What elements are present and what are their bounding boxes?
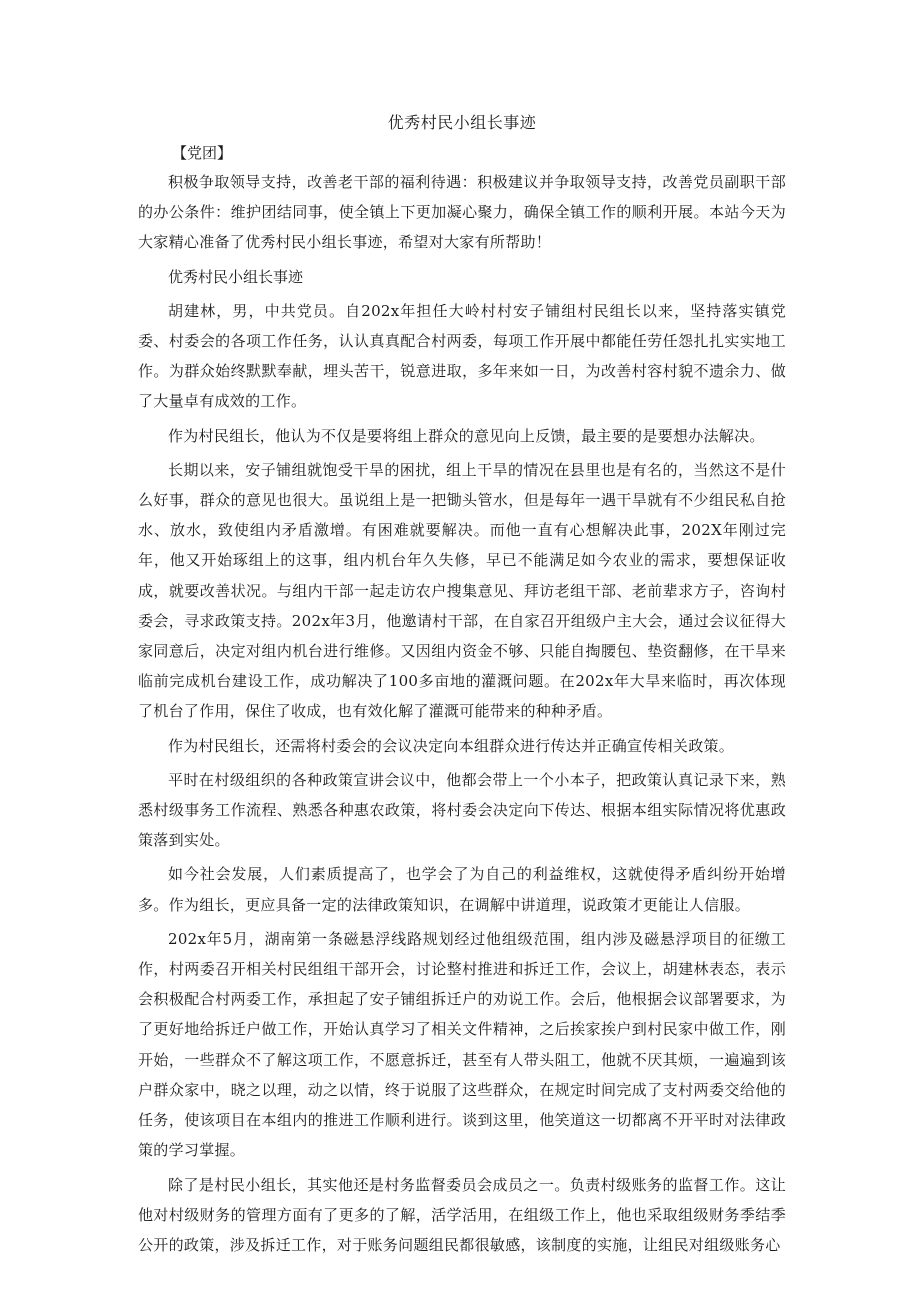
body-paragraph: 如今社会发展，人们素质提高了，也学会了为自己的利益维权，这就使得矛盾纠纷开始增多。作为组长，更应具备一定的法律政策知识，在调解中讲道理，说政策才更能让人信服。 <box>138 865 786 914</box>
body-paragraph: 作为村民组长，他认为不仅是要将组上群众的意见向上反馈，最主要的是要想办法解决。 <box>168 426 765 445</box>
document-title: 优秀村民小组长事迹 <box>387 113 537 132</box>
body-paragraph: 胡建林，男，中共党员。自202x年担任大岭村村安子铺组村民组长以来，坚持落实镇党委、村委会的各项工作任务，认认真真配合村两委，每项工作开展中都能任劳任怨扎扎实实地工作。为群众始终默默奉献，埋头苦干，锐意进取，多年来如一日，为改善村容村貌不遗余力、做了大量卓有成效的工作。 <box>138 301 786 411</box>
body-paragraph: 长期以来，安子铺组就饱受干旱的困扰，组上干旱的情况在县里也是有名的，当然这不是什么好事，群众的意见也很大。虽说组上是一把锄头管水，但是每年一遇干旱就有不少组民私自抢水、放水，致使组内矛盾激增。有困难就要解决。而他一直有心想解决此事，202X年刚过完年，他又开始琢组上的这事，组内机台年久失修，早已不能满足如今农业的需求，要想保证收成，就要改善状况。与组内干部一起走访农户搜集意见、拜访老组干部、老前辈求方子，咨询村委会，寻求政策支持。202x年3月，他邀请村干部，在自家召开组级户主大会，通过会议征得大家同意后，决定对组内机台进行维修。又因组内资金不够、只能自掏腰包、垫资翻修，在干旱来临前完成机台建设工作，成功解决了100多亩地的灌溉问题。在202x年大旱来临时，再次体现了机台了作用，保住了收成，也有效化解了灌溉可能带来的种种矛盾。 <box>138 460 786 721</box>
body-paragraph: 除了是村民小组长，其实他还是村务监督委员会成员之一。负责村级账务的监督工作。这让他对村级财务的管理方面有了更多的了解，活学活用，在组级工作上，他也采取组级财务季结季公开的政策，涉及拆迁工作，对于账务问题组民都很敏感，该制度的实施，让组民对组级账务心 <box>138 1175 786 1254</box>
body-paragraph: 202x年5月，湖南第一条磁悬浮线路规划经过他组级范围，组内涉及磁悬浮项目的征缴工作，村两委召开相关村民组组干部开会，讨论整村推进和拆迁工作，会议上，胡建林表态，表示会积极配合村两委工作，承担起了安子铺组拆迁户的劝说工作。会后，他根据会议部署要求，为了更好地给拆迁户做工作，开始认真学习了相关文件精神，之后挨家挨户到村民家中做工作，刚开始，一些群众不了解这项工作，不愿意拆迁，甚至有人带头阻工，他就不厌其烦，一遍遍到该户群众家中，晓之以理，动之以情，终于说服了这些群众，在规定时间完成了支村两委交给他的任务，使该项目在本组内的推进工作顺利进行。谈到这里，他笑道这一切都离不开平时对法律政策的学习掌握。 <box>138 929 786 1160</box>
body-paragraph: 作为村民组长，还需将村委会的会议决定向本组群众进行传达并正确宣传相关政策。 <box>168 736 735 755</box>
section-subtitle: 优秀村民小组长事迹 <box>168 267 304 286</box>
intro-paragraph: 积极争取领导支持，改善老干部的福利待遇：积极建议并争取领导支持，改善党员副职干部的办公条件：维护团结同事，使全镇上下更加凝心聚力，确保全镇工作的顺利开展。本站今天为大家精心准备了优秀村民小组长事迹，希望对大家有所帮助！ <box>138 173 786 252</box>
body-paragraph: 平时在村级组织的各种政策宣讲会议中，他都会带上一个小本子，把政策认真记录下来，熟悉村级事务工作流程、熟悉各种惠农政策，将村委会决定向下传达、根据本组实际情况将优惠政策落到实处。 <box>138 770 786 850</box>
document-body <box>138 167 786 1264</box>
category-label: 【党团】 <box>172 144 233 162</box>
